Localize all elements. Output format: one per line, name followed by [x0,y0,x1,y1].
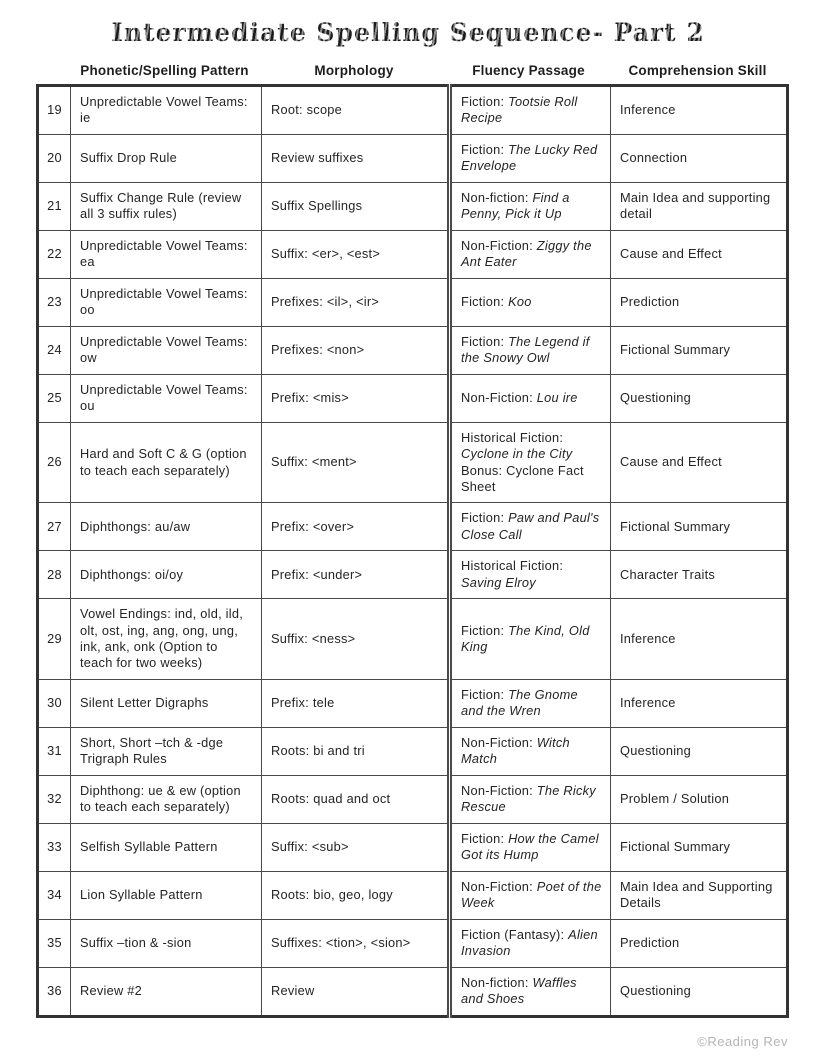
comprehension-skill-cell: Cause and Effect [611,422,788,503]
column-header-morphology: Morphology [314,63,394,78]
fluency-passage-cell [450,86,611,135]
fluency-passage-title: Koo [508,294,532,310]
fluency-passage-cell [450,182,611,230]
phonetic-spelling-pattern-cell: Unpredictable Vowel Teams: ea [71,230,262,278]
phonetic-spelling-pattern-cell: Diphthongs: au/aw [71,503,262,551]
table-row [38,182,788,230]
phonetic-spelling-pattern-cell: Lion Syllable Pattern [71,871,262,919]
fluency-passage-title: Tootsie Roll Recipe [461,94,578,126]
table-row [38,727,788,775]
fluency-passage-title: Witch Match [461,734,570,767]
morphology-cell: Prefix: <under> [262,551,450,599]
morphology-cell: Suffixes: <tion>, <sion> [262,919,450,967]
table-row [38,422,788,503]
fluency-genre-label: Fiction: [461,294,505,310]
table-row [38,503,788,551]
table-row [38,679,788,727]
comprehension-skill-cell: Problem / Solution [611,775,788,823]
fluency-passage-cell [450,679,611,727]
morphology-cell: Prefix: <over> [262,503,450,551]
phonetic-spelling-pattern-cell: Selfish Syllable Pattern [71,823,262,871]
fluency-passage-cell [450,775,611,823]
phonetic-spelling-pattern-cell: Suffix Change Rule (review all 3 suffix rules) [71,182,262,230]
table-row [38,823,788,871]
phonetic-spelling-pattern-cell: Silent Letter Digraphs [71,679,262,727]
fluency-genre-label: Non-fiction: [461,974,529,990]
phonetic-spelling-pattern-cell: Review #2 [71,967,262,1016]
comprehension-skill-cell: Main Idea and supporting detail [611,182,788,230]
fluency-passage-title: The Legend if the Snowy Owl [461,333,590,366]
comprehension-skill-cell: Inference [611,86,788,135]
fluency-passage-title: The Gnome and the Wren [461,686,578,719]
fluency-genre-label: Non-Fiction: [461,878,533,894]
fluency-passage-cell [450,278,611,326]
table-row [38,599,788,680]
comprehension-skill-cell: Fictional Summary [611,503,788,551]
table-row [38,551,788,599]
row-number: 35 [38,919,71,967]
fluency-passage-title: The Ricky Rescue [461,782,596,815]
fluency-bonus-note: Bonus: Cyclone Fact Sheet [461,462,584,494]
row-number: 20 [38,134,71,182]
table-row [38,967,788,1016]
comprehension-skill-cell: Prediction [611,919,788,967]
fluency-passage-cell [450,374,611,422]
fluency-passage-title: Alien Invasion [461,926,598,959]
fluency-genre-label: Fiction: [461,141,505,157]
morphology-cell: Roots: bi and tri [262,727,450,775]
row-number: 31 [38,727,71,775]
fluency-passage-title: How the Camel Got its Hump [461,830,599,863]
fluency-genre-label: Non-fiction: [461,189,529,205]
comprehension-skill-cell: Main Idea and Supporting Details [611,871,788,919]
fluency-genre-label: Fiction: [461,510,505,526]
fluency-genre-label: Non-Fiction: [461,734,533,750]
row-number: 22 [38,230,71,278]
morphology-cell: Roots: bio, geo, logy [262,871,450,919]
comprehension-skill-cell: Connection [611,134,788,182]
phonetic-spelling-pattern-cell: Suffix –tion & -sion [71,919,262,967]
morphology-cell: Suffix: <er>, <est> [262,230,450,278]
phonetic-spelling-pattern-cell: Diphthongs: oi/oy [71,551,262,599]
comprehension-skill-cell: Inference [611,679,788,727]
phonetic-spelling-pattern-cell: Unpredictable Vowel Teams: ou [71,374,262,422]
comprehension-skill-cell: Questioning [611,374,788,422]
morphology-cell: Prefixes: <il>, <ir> [262,278,450,326]
fluency-passage-title: The Lucky Red Envelope [461,141,598,174]
row-number: 26 [38,422,71,503]
row-number: 34 [38,871,71,919]
page-title: Intermediate Spelling Sequence- Part 2 [0,18,816,47]
comprehension-skill-cell: Questioning [611,967,788,1016]
header-spacer [36,63,69,78]
fluency-passage-title: Find a Penny, Pick it Up [461,189,570,222]
row-number: 19 [38,86,71,135]
fluency-genre-label: Historical Fiction: [461,558,564,574]
fluency-passage-title: Lou ire [536,390,578,406]
table-row [38,871,788,919]
fluency-passage-cell [450,134,611,182]
row-number: 36 [38,967,71,1016]
morphology-cell: Suffix: <ness> [262,599,450,680]
row-number: 28 [38,551,71,599]
fluency-passage-title: Saving Elroy [461,574,536,590]
table-row [38,775,788,823]
phonetic-spelling-pattern-cell: Short, Short –tch & -dge Trigraph Rules [71,727,262,775]
table-body [38,86,788,1017]
morphology-cell: Root: scope [262,86,450,135]
fluency-passage-cell [450,967,611,1016]
table-row [38,278,788,326]
fluency-passage-cell [450,823,611,871]
morphology-cell: Suffix Spellings [262,182,450,230]
phonetic-spelling-pattern-cell: Vowel Endings: ind, old, ild, olt, ost, ing, ang, ong, ung, ink, ank, onk (Option to teach for two weeks) [71,599,262,680]
phonetic-spelling-pattern-cell: Unpredictable Vowel Teams: ow [71,326,262,374]
fluency-passage-cell [450,919,611,967]
fluency-passage-title: Cyclone in the City [461,446,573,462]
fluency-genre-label: Fiction: [461,830,505,846]
table-row [38,374,788,422]
fluency-passage-cell [450,551,611,599]
comprehension-skill-cell: Prediction [611,278,788,326]
morphology-cell: Prefix: tele [262,679,450,727]
comprehension-skill-cell: Fictional Summary [611,823,788,871]
comprehension-skill-cell: Cause and Effect [611,230,788,278]
comprehension-skill-cell: Inference [611,599,788,680]
row-number: 29 [38,599,71,680]
fluency-passage-cell [450,422,611,503]
fluency-passage-cell [450,230,611,278]
morphology-cell: Roots: quad and oct [262,775,450,823]
fluency-genre-label: Fiction: [461,94,505,109]
table-row [38,134,788,182]
comprehension-skill-cell: Questioning [611,727,788,775]
column-header-comprehension-skill: Comprehension Skill [628,63,767,78]
morphology-cell: Suffix: <sub> [262,823,450,871]
morphology-cell: Review suffixes [262,134,450,182]
row-number: 25 [38,374,71,422]
column-headers [36,63,786,78]
row-number: 32 [38,775,71,823]
row-number: 23 [38,278,71,326]
fluency-passage-title: Ziggy the Ant Eater [461,237,592,270]
fluency-passage-cell [450,871,611,919]
fluency-genre-label: Non-Fiction: [461,237,533,253]
fluency-genre-label: Fiction: [461,686,505,702]
morphology-cell: Prefix: <mis> [262,374,450,422]
column-header-fluency-passage: Fluency Passage [472,63,585,78]
table-row [38,919,788,967]
fluency-passage-cell [450,326,611,374]
morphology-cell: Review [262,967,450,1016]
fluency-passage-cell [450,503,611,551]
phonetic-spelling-pattern-cell: Diphthong: ue & ew (option to teach each separately) [71,775,262,823]
watermark: ©Reading Rev [697,1034,788,1049]
phonetic-spelling-pattern-cell: Unpredictable Vowel Teams: ie [71,86,262,135]
fluency-passage-title: Poet of the Week [461,878,602,911]
row-number: 30 [38,679,71,727]
fluency-passage-title: Waffles and Shoes [461,974,577,1007]
fluency-genre-label: Non-Fiction: [461,782,533,798]
fluency-passage-title: The Kind, Old King [461,622,590,654]
comprehension-skill-cell: Character Traits [611,551,788,599]
table-row [38,86,788,135]
fluency-genre-label: Fiction: [461,622,505,638]
spelling-sequence-table [36,84,789,1018]
fluency-genre-label: Historical Fiction: [461,429,564,445]
column-header-phonetic-spelling-pattern: Phonetic/Spelling Pattern [80,63,249,78]
row-number: 33 [38,823,71,871]
fluency-passage-title: Paw and Paul's Close Call [461,510,600,542]
fluency-passage-cell [450,727,611,775]
phonetic-spelling-pattern-cell: Hard and Soft C & G (option to teach each separately) [71,422,262,503]
table-row [38,326,788,374]
phonetic-spelling-pattern-cell: Suffix Drop Rule [71,134,262,182]
fluency-genre-label: Non-Fiction: [461,390,533,406]
row-number: 21 [38,182,71,230]
table-row [38,230,788,278]
fluency-passage-cell [450,599,611,680]
comprehension-skill-cell: Fictional Summary [611,326,788,374]
fluency-genre-label: Fiction (Fantasy): [461,926,565,942]
morphology-cell: Prefixes: <non> [262,326,450,374]
fluency-genre-label: Fiction: [461,333,505,349]
phonetic-spelling-pattern-cell: Unpredictable Vowel Teams: oo [71,278,262,326]
row-number: 24 [38,326,71,374]
row-number: 27 [38,503,71,551]
morphology-cell: Suffix: <ment> [262,422,450,503]
